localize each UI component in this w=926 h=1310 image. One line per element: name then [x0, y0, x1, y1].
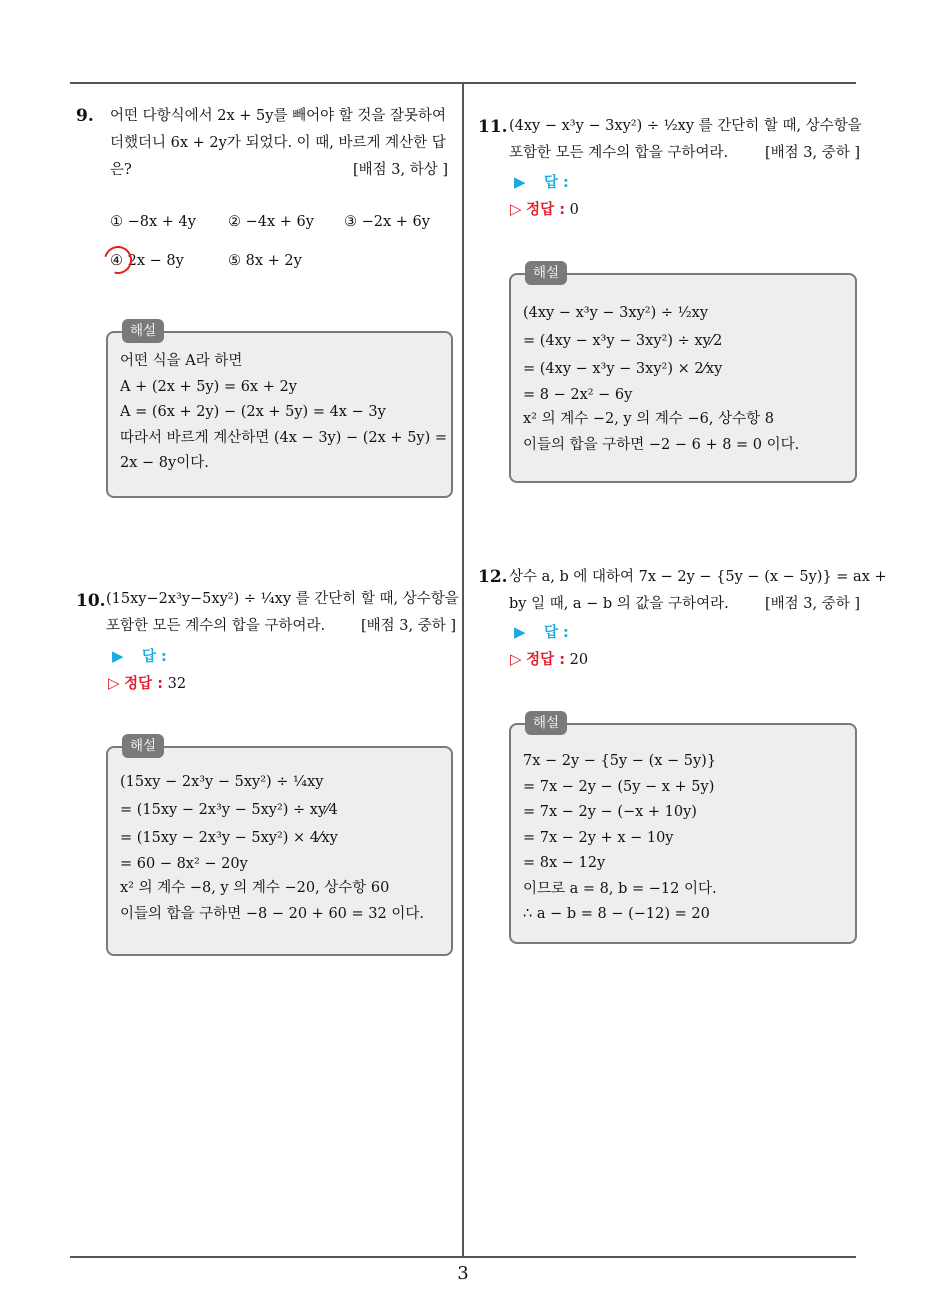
marked-circle-icon: [99, 241, 137, 279]
solution-line: = (15xy − 2x³y − 5xy²) × 4⁄xy: [120, 830, 338, 846]
answer-label: 답 :: [543, 625, 569, 641]
solution-line: = 8 − 2x² − 6y: [523, 387, 633, 403]
bottom-rule: [70, 1256, 856, 1258]
solution-line: (15xy − 2x³y − 5xy²) ÷ ¹⁄₄xy: [120, 774, 324, 790]
correct-label: 정답 :: [526, 202, 566, 218]
answer-row-10: [112, 645, 167, 668]
correct-value: 20: [569, 652, 589, 668]
solution-line: = (4xy − x³y − 3xy²) × 2⁄xy: [523, 361, 723, 377]
correct-label: 정답 :: [124, 676, 164, 692]
page-number: 3: [457, 1263, 469, 1284]
problem-meta: [배점 3, 하상 ]: [352, 162, 448, 178]
problem-line: 어떤 다항식에서 2x + 5y를 빼어야 할 것을 잘못하여: [110, 108, 446, 124]
problem-number: 12.: [478, 567, 508, 587]
solution-line: 이들의 합을 구하면 −2 − 6 + 8 = 0 이다.: [523, 437, 800, 453]
solution-line: = 7x − 2y + x − 10y: [523, 829, 674, 846]
solution-line: A + (2x + 5y) = 6x + 2y: [120, 378, 297, 395]
solution-line: = (15xy − 2x³y − 5xy²) ÷ xy⁄4: [120, 802, 338, 818]
solution-tag: 해설: [122, 319, 164, 343]
solution-box-12: [509, 715, 857, 944]
solution-line: A = (6x + 2y) − (2x + 5y) = 4x − 3y: [120, 404, 386, 420]
correct-value: 32: [167, 676, 187, 692]
solution-line: 2x − 8y이다.: [120, 455, 209, 471]
solution-line: ∴ a − b = 8 − (−12) = 20: [523, 906, 710, 922]
answer-label: 답 :: [141, 649, 167, 665]
problem-meta: [배점 3, 중하 ]: [764, 145, 860, 161]
correct-row-10: [108, 672, 186, 695]
choices-9: [110, 212, 450, 272]
solution-box-11: [509, 265, 857, 483]
problem-text: [509, 113, 860, 167]
solution-box-10: [106, 738, 453, 956]
problem-line: 포함한 모든 계수의 합을 구하여라.: [106, 618, 326, 634]
correct-row-12: [510, 648, 588, 671]
problem-number: 9.: [76, 106, 94, 126]
problem-line: 더했더니 6x + 2y가 되었다. 이 때, 바르게 계산한 답: [110, 135, 446, 151]
play-triangle-icon: ▶: [514, 173, 526, 191]
solution-tag: 해설: [525, 711, 567, 735]
problem-meta: [배점 3, 중하 ]: [764, 596, 860, 612]
play-triangle-icon: ▶: [112, 647, 124, 665]
solution-line: 7x − 2y − {5y − (x − 5y)}: [523, 753, 717, 769]
outline-triangle-icon: ▷: [510, 650, 522, 668]
solution-line: x² 의 계수 −8, y 의 계수 −20, 상수항 60: [120, 880, 390, 896]
choice-1[interactable]: ① −8x + 4y: [110, 214, 196, 230]
solution-line: = 7x − 2y − (−x + 10y): [523, 804, 697, 820]
problem-12: [478, 564, 887, 618]
problem-11: [478, 113, 860, 167]
solution-tag: 해설: [122, 734, 164, 758]
solution-box-9: [106, 323, 453, 498]
play-triangle-icon: ▶: [514, 623, 526, 641]
choice-3[interactable]: ③ −2x + 6y: [344, 214, 430, 230]
solution-line: = (4xy − x³y − 3xy²) ÷ xy⁄2: [523, 333, 723, 349]
problem-number: 10.: [76, 591, 106, 611]
problem-line: (15xy−2x³y−5xy²) ÷ ¹⁄₄xy 를 간단히 할 때, 상수항을: [106, 591, 459, 607]
problem-9: [76, 103, 448, 184]
answer-row-12: [514, 621, 569, 644]
problem-text: [110, 103, 448, 184]
problem-text: [509, 564, 887, 618]
solution-line: (4xy − x³y − 3xy²) ÷ ¹⁄₂xy: [523, 305, 709, 321]
correct-label: 정답 :: [526, 652, 566, 668]
outline-triangle-icon: ▷: [108, 674, 120, 692]
outline-triangle-icon: ▷: [510, 200, 522, 218]
answer-row-11: [514, 171, 569, 194]
solution-line: = 7x − 2y − (5y − x + 5y): [523, 778, 715, 795]
solution-line: 이므로 a = 8, b = −12 이다.: [523, 880, 717, 897]
correct-row-11: [510, 198, 579, 221]
solution-line: x² 의 계수 −2, y 의 계수 −6, 상수항 8: [523, 411, 774, 427]
correct-value: 0: [569, 202, 579, 218]
problem-text: [106, 586, 459, 640]
problem-line: 상수 a, b 에 대하여 7x − 2y − {5y − (x − 5y)} = ax +: [509, 569, 887, 585]
choice-5[interactable]: ⑤ 8x + 2y: [228, 253, 302, 269]
column-divider: [462, 82, 464, 1257]
problem-meta: [배점 3, 중하 ]: [360, 618, 456, 634]
solution-tag: 해설: [525, 261, 567, 285]
solution-line: = 8x − 12y: [523, 855, 606, 871]
solution-line: = 60 − 8x² − 20y: [120, 856, 248, 872]
choice-4[interactable]: ④ 2x − 8y: [110, 251, 184, 271]
problem-10: [76, 586, 459, 640]
solution-line: 이들의 합을 구하면 −8 − 20 + 60 = 32 이다.: [120, 906, 424, 922]
problem-line: (4xy − x³y − 3xy²) ÷ ¹⁄₂xy 를 간단히 할 때, 상수항을: [509, 118, 862, 134]
choice-2[interactable]: ② −4x + 6y: [228, 214, 314, 230]
solution-line: 따라서 바르게 계산하면 (4x − 3y) − (2x + 5y) =: [120, 429, 448, 446]
answer-label: 답 :: [543, 175, 569, 191]
problem-line: 은?: [110, 162, 132, 178]
problem-line: 포함한 모든 계수의 합을 구하여라.: [509, 145, 729, 161]
problem-number: 11.: [478, 117, 508, 137]
problem-line: by 일 때, a − b 의 값을 구하여라.: [509, 596, 729, 612]
solution-line: 어떤 식을 A라 하면: [120, 353, 243, 369]
